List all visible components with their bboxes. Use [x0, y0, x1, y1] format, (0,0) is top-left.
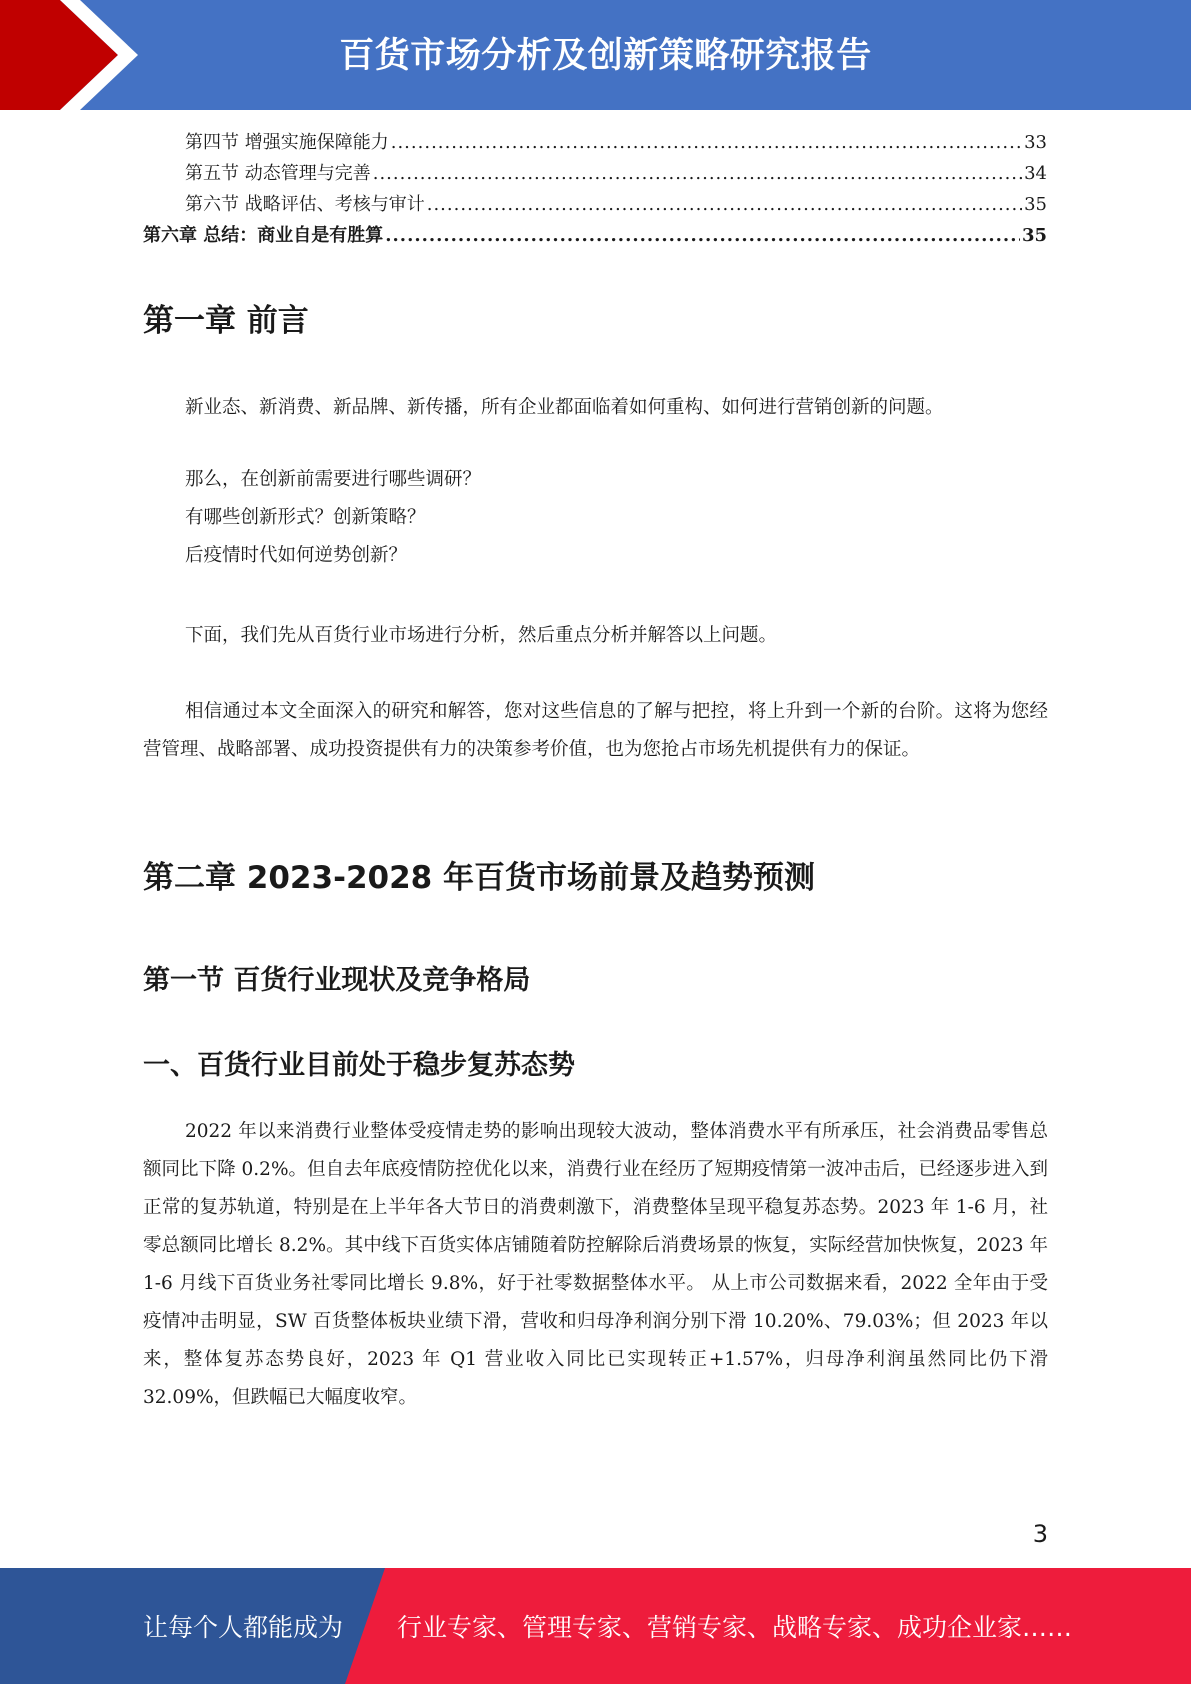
question-line: 有哪些创新形式？创新策略？: [185, 507, 426, 528]
toc-entry-page: 34: [1024, 163, 1047, 184]
paragraph: 相信通过本文全面深入的研究和解答，您对这些信息的了解与把控，将上升到一个新的台阶。这将为您经营管理、战略部署、成功投资提供有力的决策参考价值，也为您抢占市场先机提供有力的保证。: [143, 701, 1048, 760]
toc-entry-page: 35: [1021, 225, 1047, 246]
page-header: [0, 0, 1191, 110]
paragraph: 2022 年以来消费行业整体受疫情走势的影响出现较大波动，整体消费水平有所承压，社会消费品零售总额同比下降 0.2%。但自去年底疫情防控优化以来，消费行业在经历了短期疫情第一波冲击后，已经逐步进入到正常的复苏轨道，特别是在上半年各大节日的消费刺激下，消费整体呈现平稳复苏态势。2023 年 1-6 月，社零总额同比增长 8.2%。其中线下百货实体店铺随着防控解除后消费场景的恢复，实际经营加快恢复，2023 年 1-6 月线下百货业务社零同比增长 9.8%，好于社零数据整体水平。 从上市公司数据来看，2022 全年由于受疫情冲击明显，SW 百货整体板块业绩下滑，营收和归母净利润分别下滑 10.20%、79.03%；但 2023 年以来，整体复苏态势良好，2023 年 Q1 营业收入同比已实现转正+1.57%，归母净利润虽然同比仍下滑 32.09%，但跌幅已大幅度收窄。: [143, 1121, 1048, 1408]
toc-dot-leader: [427, 194, 1022, 215]
toc-dot-leader: [391, 132, 1022, 153]
footer-slogan-left: 让每个人都能成为: [143, 1613, 344, 1642]
toc-entry[interactable]: [143, 221, 1047, 252]
toc-entry-page: 33: [1024, 132, 1047, 153]
subsection-heading: 一、百货行业目前处于稳步复苏态势: [143, 1050, 575, 1081]
toc-entry-page: 35: [1024, 194, 1047, 215]
question-line: 那么，在创新前需要进行哪些调研？: [185, 469, 482, 490]
question-line: 后疫情时代如何逆势创新？: [185, 545, 408, 566]
page-footer: [0, 1568, 1191, 1684]
footer-slogan-right: 行业专家、管理专家、营销专家、战略专家、成功企业家……: [397, 1613, 1073, 1642]
table-of-contents: [143, 128, 1047, 252]
toc-entry-label: 第五节 动态管理与完善: [185, 163, 371, 184]
chapter-heading: 第二章 2023-2028 年百货市场前景及趋势预测: [143, 860, 816, 896]
toc-entry-label: 第六节 战略评估、考核与审计: [185, 194, 425, 215]
toc-dot-leader: [373, 163, 1022, 184]
section-heading: 第一节 百货行业现状及竞争格局: [143, 965, 531, 996]
paragraph: 下面，我们先从百货行业市场进行分析，然后重点分析并解答以上问题。: [185, 625, 778, 646]
paragraph: 新业态、新消费、新品牌、新传播，所有企业都面临着如何重构、如何进行营销创新的问题。: [185, 397, 944, 418]
report-title: 百货市场分析及创新策略研究报告: [339, 36, 872, 76]
toc-entry-label: 第六章 总结：商业自是有胜算: [143, 225, 384, 246]
page-number: 3: [1032, 1520, 1048, 1548]
toc-entry-label: 第四节 增强实施保障能力: [185, 132, 389, 153]
toc-entry[interactable]: [143, 190, 1047, 221]
toc-dot-leader: [385, 225, 1020, 246]
toc-entry[interactable]: [143, 128, 1047, 159]
chapter-heading: 第一章 前言: [143, 303, 309, 339]
toc-entry[interactable]: [143, 159, 1047, 190]
